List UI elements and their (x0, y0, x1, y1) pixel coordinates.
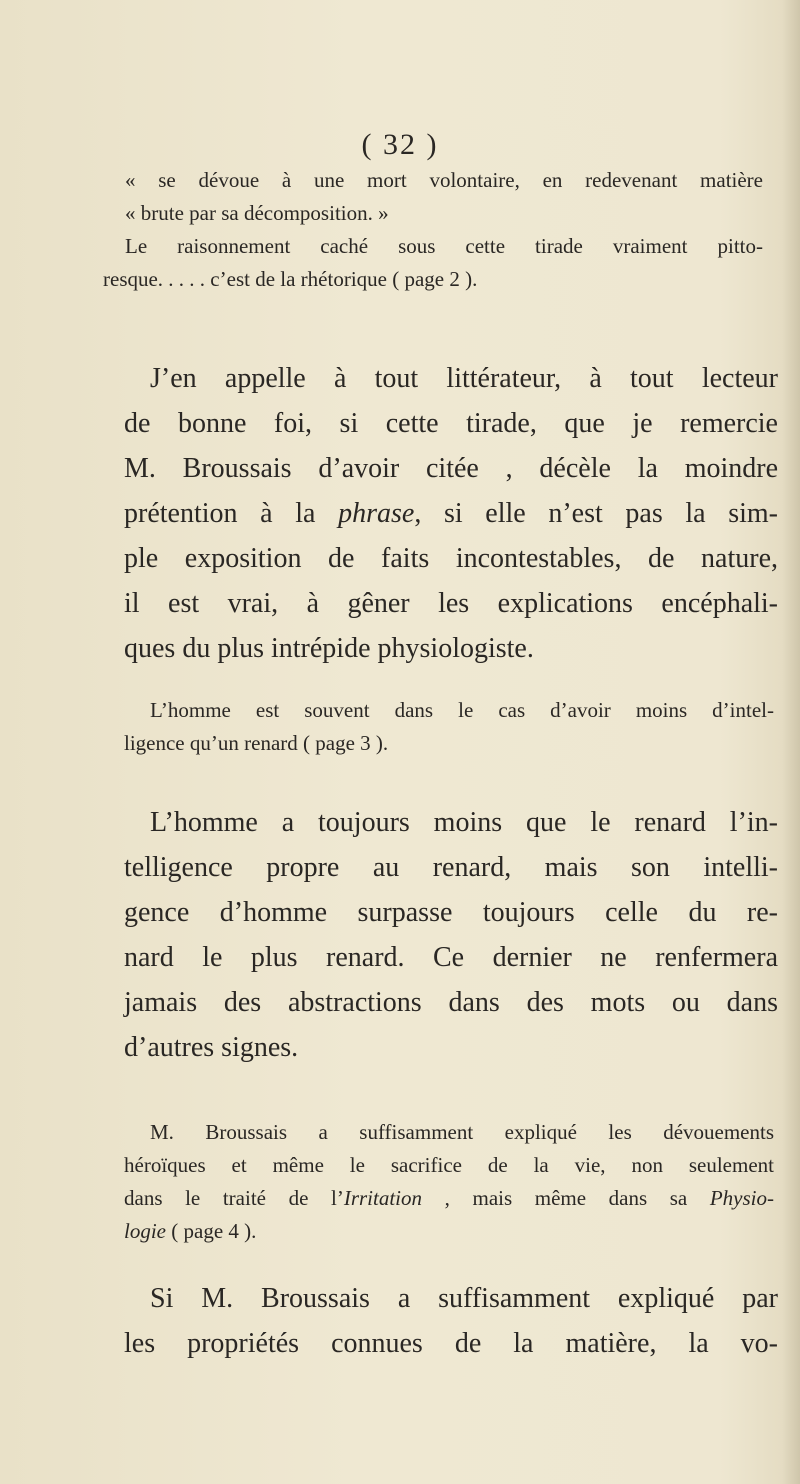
quote1-line-1: « se dévoue à une mort volontaire, en redevenant matière (125, 168, 763, 192)
reply-paragraph-3 (124, 1276, 778, 1366)
reply2-line-6: d’autres signes. (124, 1032, 299, 1063)
quote3-line-3-italic-end: Physio- (709, 1186, 774, 1210)
page-number: ( 32 ) (361, 128, 439, 161)
quote3-line-3-start: dans le traité de l’ (124, 1186, 344, 1210)
reply2-line-2: telligence propre au renard, mais son intelli- (124, 852, 778, 883)
reply1-line-7: ques du plus intrépide physiologiste. (124, 633, 534, 664)
reply1-line-4 (124, 491, 778, 536)
quote3-line-4-end: ( page 4 ). (166, 1219, 257, 1243)
reply1-line-5: ple exposition de faits incontestables, de nature, (124, 543, 778, 574)
page-edge-shadow (782, 0, 800, 1484)
reply1-line-1: J’en appelle à tout littérateur, à tout lecteur (150, 363, 778, 394)
reply1-line-4-italic: phrase (338, 498, 415, 529)
quote3-line-3-italic-title: Irritation (343, 1186, 423, 1210)
quote1-line-3: Le raisonnement caché sous cette tirade vraiment pitto- (125, 234, 763, 258)
reply-paragraph-2 (124, 800, 778, 1070)
quote-paragraph-3 (124, 1116, 774, 1248)
quote-paragraph-2 (124, 694, 774, 760)
reply1-line-3: M. Broussais d’avoir citée , décèle la moindre (124, 453, 778, 484)
reply1-line-4-end: , si elle n’est pas la sim- (414, 498, 779, 529)
reply1-line-4-start: prétention à la (124, 498, 339, 529)
reply-paragraph-1 (124, 356, 778, 671)
reply2-line-1: L’homme a toujours moins que le renard l’in- (150, 807, 778, 838)
quote3-line-1: M. Broussais a suffisamment expliqué les dévouements (150, 1120, 774, 1144)
reply2-line-5: jamais des abstractions dans des mots ou dans (124, 987, 778, 1018)
quote1-line-2: « brute par sa décomposition. » (125, 201, 389, 225)
reply1-line-2: de bonne foi, si cette tirade, que je remercie (124, 408, 778, 439)
quote3-line-2: héroïques et même le sacrifice de la vie, non seulement (124, 1153, 774, 1177)
reply2-line-4: nard le plus renard. Ce dernier ne renfermera (124, 942, 778, 973)
quote3-line-3-middle: , mais même dans sa (422, 1186, 710, 1210)
reply3-line-2: les propriétés connues de la matière, la vo- (124, 1328, 778, 1359)
reply2-line-3: gence d’homme surpasse toujours celle du re- (124, 897, 778, 928)
quote3-line-4-italic: logie (124, 1219, 166, 1243)
quote-paragraph-1 (103, 164, 763, 296)
quote1-line-4: resque. . . . . c’est de la rhétorique ( page 2 ). (103, 267, 478, 291)
reply1-line-6: il est vrai, à gêner les explications encéphali- (124, 588, 778, 619)
quote2-line-1: L’homme est souvent dans le cas d’avoir moins d’intel- (150, 698, 774, 722)
reply3-line-1: Si M. Broussais a suffisamment expliqué par (150, 1283, 778, 1314)
quote2-line-2: ligence qu’un renard ( page 3 ). (124, 731, 389, 755)
quote3-line-3 (124, 1182, 774, 1215)
quote3-line-4 (124, 1215, 774, 1248)
